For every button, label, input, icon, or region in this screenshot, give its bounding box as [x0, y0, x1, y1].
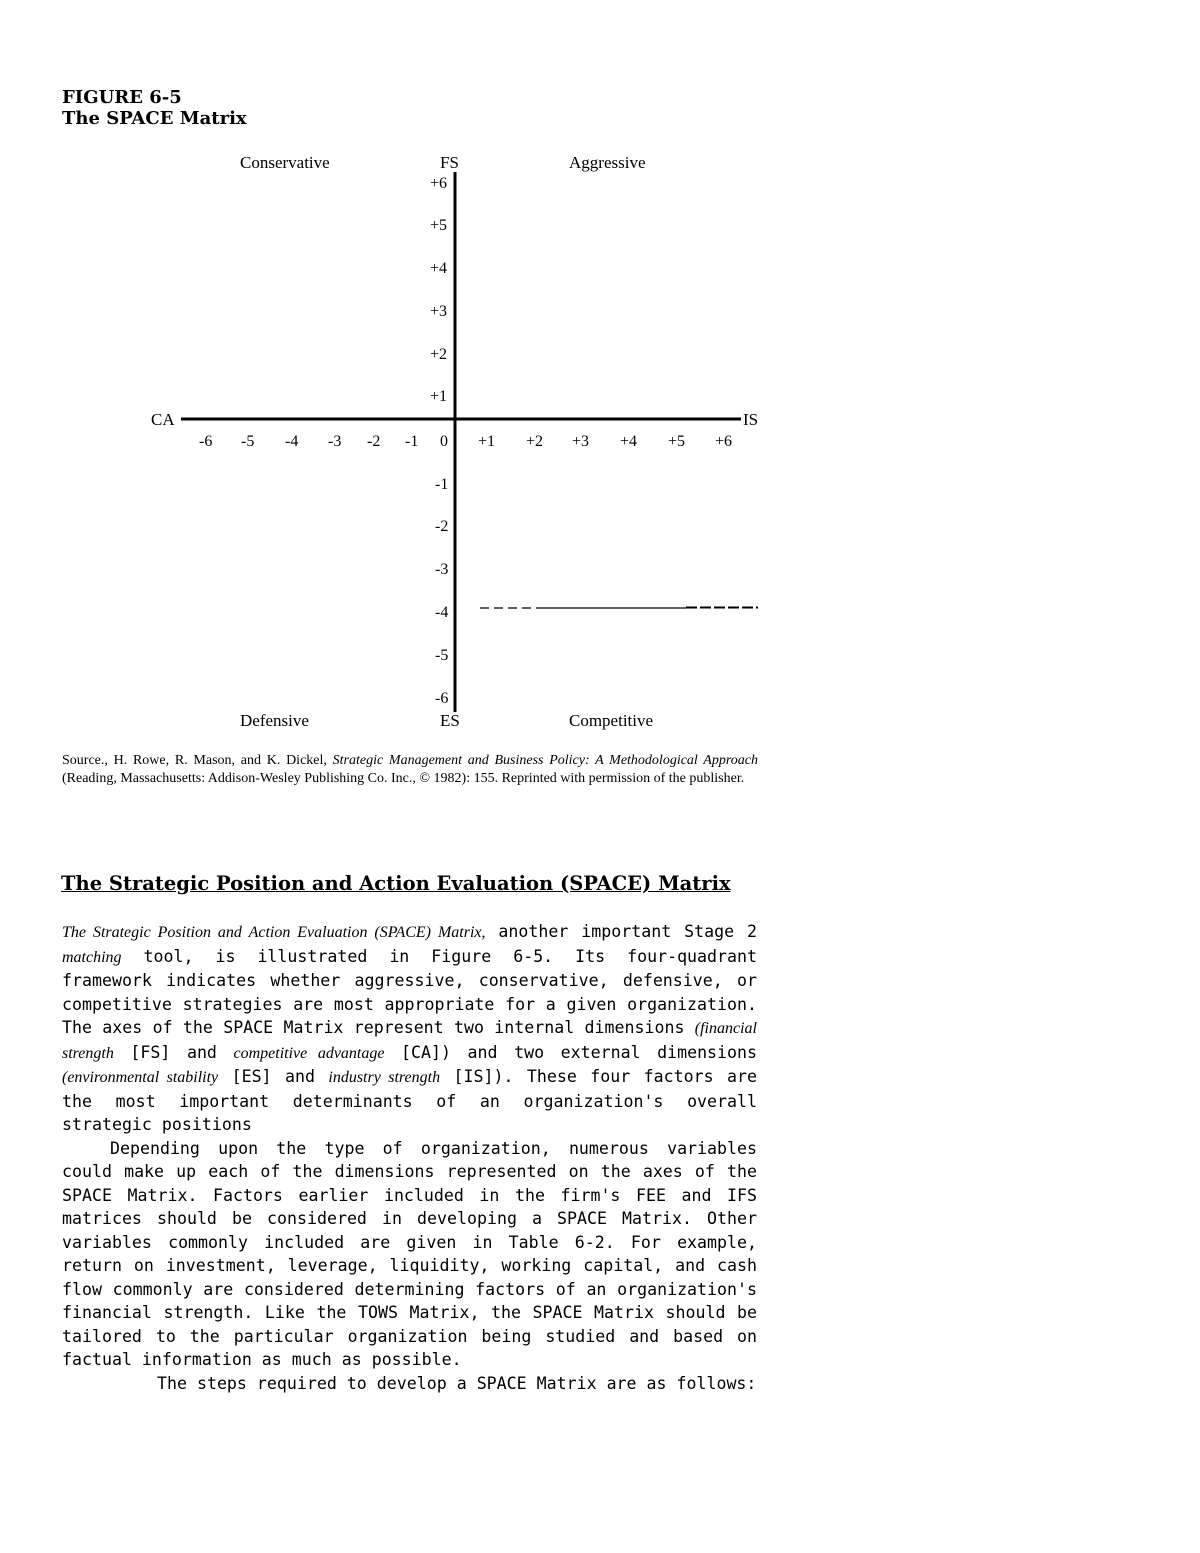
y-tick: -4 — [435, 604, 449, 621]
y-tick: +1 — [430, 388, 448, 405]
source-suffix: (Reading, Massachusetts: Addison-Wesley Publishing Co. Inc., © 1982): 155. Reprinted with permission of the publisher. — [62, 771, 745, 786]
x-tick: -4 — [285, 433, 299, 450]
section-heading: The Strategic Position and Action Evaluation (SPACE) Matrix — [61, 872, 731, 895]
profile-line-segment — [480, 608, 758, 609]
text-run: tool, is illustrated in Figure 6-5. Its four-quadrant framework indicates whether aggressive, conservative, defensive, or competitive strategies are most appropriate for a given organization. The axes of the SPACE Matrix represent two internal dimensions — [62, 946, 757, 1037]
y-tick: -1 — [435, 476, 449, 493]
text-run: [ES] and — [218, 1067, 329, 1086]
text-run: [IS]). These four factors are the most important determinants of an organization's overall strategic positions — [62, 1067, 757, 1134]
y-tick: +4 — [430, 260, 448, 277]
term-competitive-advantage: competitive advantage — [233, 1044, 385, 1062]
x-tick: +1 — [478, 433, 496, 450]
term-financial-strength: (financial strength — [62, 1020, 757, 1062]
axis-label-is: IS — [743, 410, 759, 429]
x-tick: -1 — [405, 433, 419, 450]
y-tick: -2 — [435, 518, 449, 535]
source-book-title: Strategic Management and Business Policy: A Methodological Approach — [332, 753, 758, 768]
x-tick: -2 — [367, 433, 381, 450]
x-tick: -6 — [199, 433, 213, 450]
source-prefix: Source., H. Rowe, R. Mason, and K. Dickel, — [62, 753, 333, 768]
y-tick: +2 — [430, 346, 448, 363]
y-tick: -5 — [435, 647, 449, 664]
text-run: [FS] and — [113, 1042, 234, 1062]
quadrant-label-defensive: Defensive — [240, 711, 309, 730]
figure-title: The SPACE Matrix — [62, 108, 247, 129]
axis-label-fs: FS — [440, 153, 459, 172]
y-tick: +3 — [430, 303, 448, 320]
y-tick: -6 — [435, 690, 449, 707]
term-industry-strength: industry strength — [328, 1069, 441, 1086]
term-environmental-stability: (environmental stability — [62, 1069, 219, 1086]
text-run: [CA]) and two external dimensions — [384, 1042, 758, 1062]
section-body — [62, 920, 757, 1395]
space-matrix-axes — [0, 0, 1200, 760]
x-tick: +3 — [572, 433, 590, 450]
quadrant-label-conservative: Conservative — [240, 153, 330, 172]
term-space-matrix: The Strategic Position and Action Evaluation (SPACE) Matrix, — [62, 924, 486, 941]
x-tick: -5 — [241, 433, 255, 450]
paragraph-1 — [62, 920, 757, 1137]
x-tick: +5 — [668, 433, 686, 450]
quadrant-label-aggressive: Aggressive — [569, 153, 646, 172]
x-tick: +2 — [526, 433, 544, 450]
x-tick: +6 — [715, 433, 733, 450]
y-tick: -3 — [435, 561, 449, 578]
x-tick: +4 — [620, 433, 638, 450]
x-tick: 0 — [440, 433, 448, 450]
paragraph-3: The steps required to develop a SPACE Matrix are as follows: — [157, 1373, 757, 1393]
paragraph-2: Depending upon the type of organization, numerous variables could make up each of the dimensions represented on the axes of the SPACE Matrix. Factors earlier included in the firm's FEE and IFS matrices should be considered in developing a SPACE Matrix. Other variables commonly included are given in Table 6-2. For example, return on investment, leverage, liquidity, working capital, and cash flow commonly are considered determining factors of an organization's financial strength. Like the TOWS Matrix, the SPACE Matrix should be tailored to the particular organization being studied and based on factual information as much as possible. — [62, 1138, 757, 1369]
y-tick: +6 — [430, 175, 448, 192]
figure-number: FIGURE 6-5 — [62, 87, 182, 108]
axis-label-es: ES — [440, 711, 460, 730]
axis-label-ca: CA — [151, 410, 175, 429]
figure-source-note — [62, 752, 758, 788]
quadrant-label-competitive: Competitive — [569, 711, 654, 730]
term-matching: matching — [62, 948, 122, 966]
y-tick: +5 — [430, 217, 448, 234]
x-tick: -3 — [328, 433, 342, 450]
text-run: another important Stage 2 — [485, 922, 758, 941]
